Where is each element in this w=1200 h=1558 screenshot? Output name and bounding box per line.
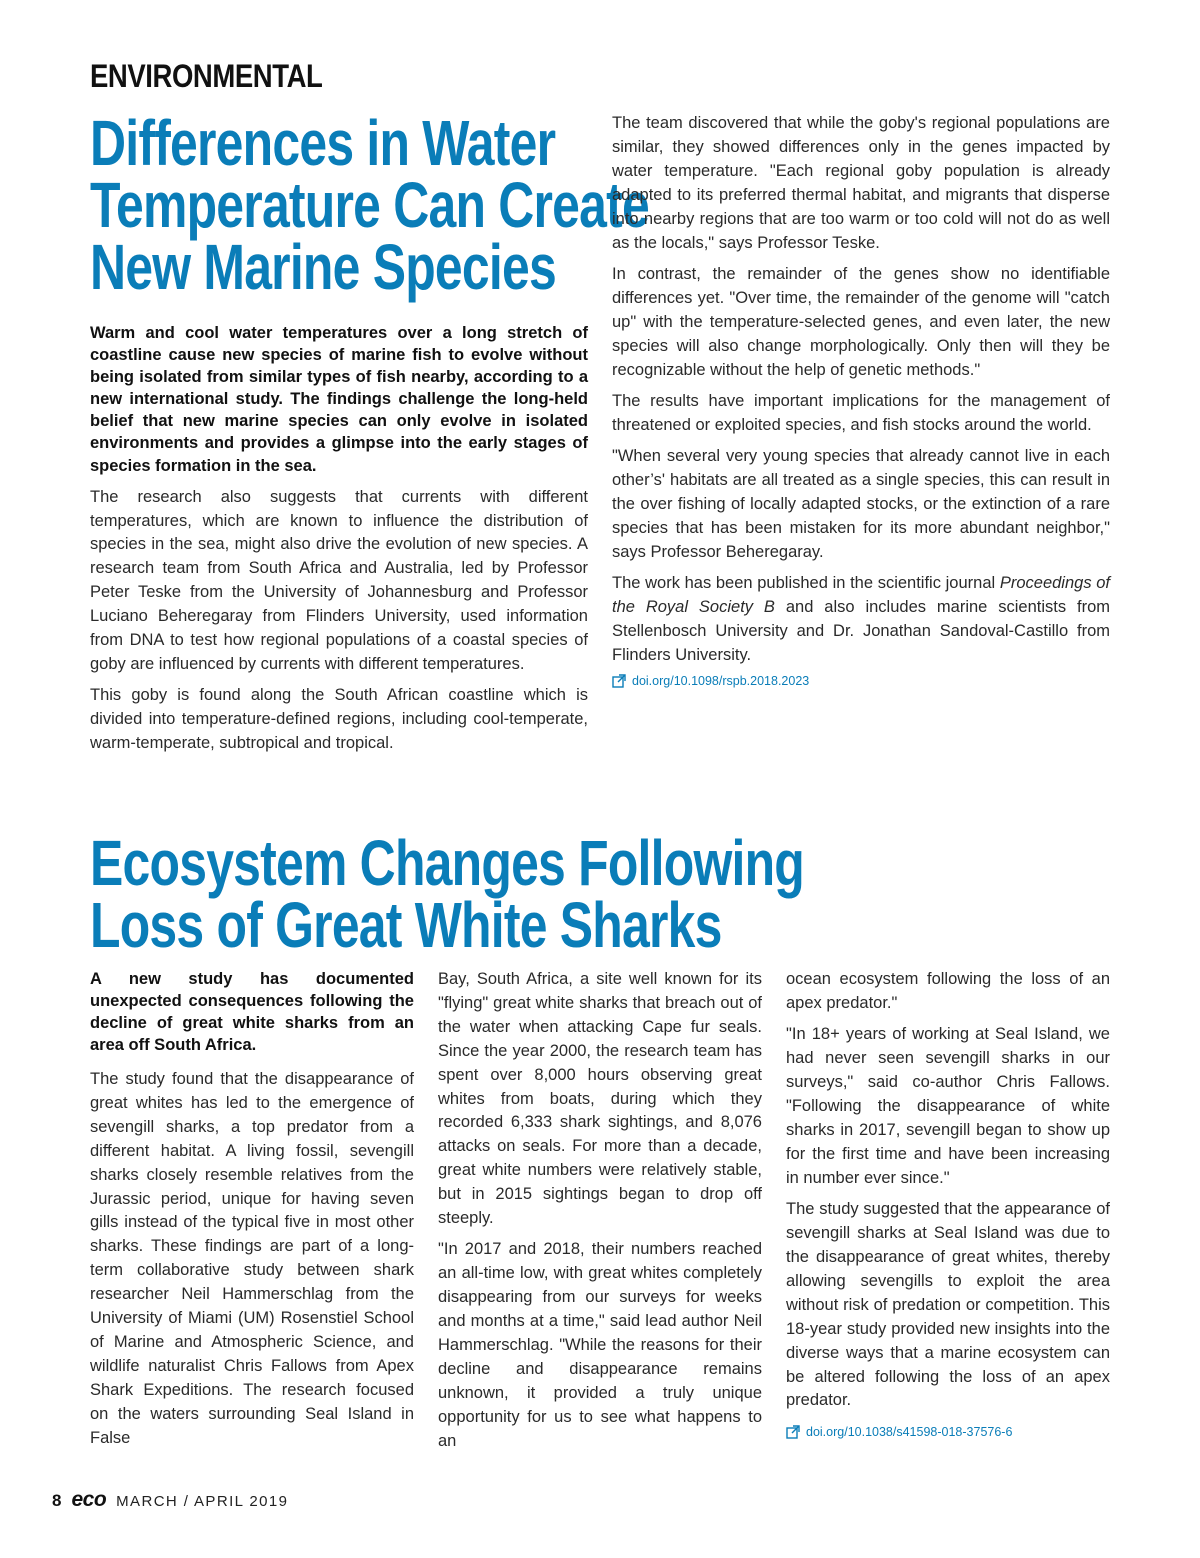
article1-headline-line: New Marine Species bbox=[90, 231, 556, 303]
external-link-icon bbox=[786, 1425, 800, 1439]
article1-paragraph: This goby is found along the South African coastline which is divided into temperature-defined regions, including cool-temperate, warm-temperate, subtropical and tropical. bbox=[90, 686, 588, 753]
article2-paragraph: The study suggested that the appearance of sevengill sharks at Seal Island was due to the disappearance of great whites, thereby allowing sevengills to exploit the area without risk of predation or competition. This 18-year study provided new insights into the diverse ways that a marine ecosystem can be altered following the loss of an apex predator. bbox=[786, 1200, 1110, 1410]
article2-paragraph: ocean ecosystem following the loss of an apex predator." bbox=[786, 970, 1110, 1012]
article2-column-3 bbox=[786, 968, 1110, 1439]
journal-text-before: The work has been published in the scientific journal bbox=[612, 574, 1000, 593]
article2-paragraph: Bay, South Africa, a site well known for its "flying" great white sharks that breach out of the water when attacking Cape fur seals. Since the year 2000, the research team has spent over 8,000 hours observing great whites from boats, during which they recorded 6,333 shark sightings, and 8,076 attacks on seals. For more than a decade, great white numbers were relatively stable, but in 2015 sightings began to drop off steeply. bbox=[438, 970, 762, 1228]
article1-paragraph: The team discovered that while the goby's regional populations are similar, they showed differences only in the genes impacted by water temperature. "Each regional goby population is already adapted to its preferred thermal habitat, and migrants that disperse into nearby regions that are too warm or too cold will not do as well as the locals," says Professor Teske. bbox=[612, 114, 1110, 252]
article2-headline-line: Loss of Great White Sharks bbox=[90, 889, 722, 961]
article1-doi-text: doi.org/10.1098/rspb.2018.2023 bbox=[632, 673, 810, 688]
journal-text-after: and also includes marine scientists from Stellenbosch University and Dr. Jonathan Sandoval-Castillo from Flinders University. bbox=[612, 598, 1110, 665]
article2-column-1 bbox=[90, 968, 414, 1451]
article1-paragraph: "When several very young species that already cannot live in each other’s' habitats are all treated as a single species, this can result in the over fishing of locally adapted stocks, or the extinction of a rare species that has been mistaken for its more abundant neighbor," says Professor Beheregaray. bbox=[612, 447, 1110, 561]
issue-date: MARCH / APRIL 2019 bbox=[116, 1493, 289, 1510]
journal-name: Proceedings of the Royal Society B bbox=[612, 574, 1110, 617]
article2-paragraph: The study found that the disappearance of great whites has led to the emergence of sevengill sharks, a top predator from a different habitat. A living fossil, sevengill sharks closely resemble relatives from the Jurassic period, unique for having seven gills instead of the typical five in most other sharks. These findings are part of a long-term collaborative study between shark researcher Neil Hammerschlag from the University of Miami (UM) Rosenstiel School of Marine and Atmospheric Science, and wildlife naturalist Chris Fallows from Apex Shark Expeditions. The research focused on the waters surrounding Seal Island in False bbox=[90, 1070, 414, 1447]
article2-paragraph: "In 18+ years of working at Seal Island, we had never seen sevengill sharks in our surveys," said co-author Chris Fallows. "Following the disappearance of white sharks in 2017, sevengill began to show up for the first time and have been increasing in number ever since." bbox=[786, 1025, 1110, 1187]
article2-lede: A new study has documented unexpected consequences following the decline of great white sharks from an area off South Africa. bbox=[90, 970, 414, 1054]
magazine-logo: eco bbox=[71, 1488, 107, 1511]
article1-journal-paragraph bbox=[612, 572, 1110, 668]
article2-paragraph: "In 2017 and 2018, their numbers reached an all-time low, with great whites completely disappearing from our surveys for weeks and months at a time," said lead author Neil Hammerschlag. "While the reasons for their decline and disappearance remains unknown, it provided a truly unique opportunity for us to see what happens to an bbox=[438, 1240, 762, 1450]
article1-paragraph: In contrast, the remainder of the genes show no identifiable differences yet. "Over time, the remainder of the genome will "catch up" with the temperature-selected genes, and even later, the new species will also change morphologically. Only then will they be recognizable without the help of genetic methods." bbox=[612, 264, 1110, 379]
article2-column-2 bbox=[438, 968, 762, 1454]
article1-left-column bbox=[90, 322, 588, 756]
external-link-icon bbox=[612, 674, 626, 688]
page-footer bbox=[52, 1488, 288, 1512]
section-label: ENVIRONMENTAL bbox=[90, 58, 323, 94]
page-number: 8 bbox=[52, 1491, 62, 1510]
article1-right-column bbox=[612, 112, 1110, 688]
article1-paragraph: The results have important implications for the management of threatened or exploited species, and fish stocks around the world. bbox=[612, 391, 1110, 434]
article1-doi-link[interactable] bbox=[612, 674, 1110, 688]
article2-doi-link[interactable] bbox=[786, 1425, 1110, 1439]
article1-headline bbox=[90, 107, 649, 303]
article1-headline-line: Differences in Water bbox=[90, 107, 556, 179]
article2-headline bbox=[90, 827, 805, 961]
article1-headline-line: Temperature Can Create bbox=[90, 169, 649, 241]
article1-lede: Warm and cool water temperatures over a long stretch of coastline cause new species of marine fish to evolve without being isolated from similar types of fish nearby, according to a new international study. The findings challenge the long-held belief that new marine species can only evolve in isolated environments and provides a glimpse into the early stages of species formation in the sea. bbox=[90, 324, 588, 475]
article2-headline-line: Ecosystem Changes Following bbox=[90, 827, 805, 899]
article2-doi-text: doi.org/10.1038/s41598-018-37576-6 bbox=[806, 1425, 1013, 1440]
article1-paragraph: The research also suggests that currents with different temperatures, which are known to influence the distribution of species in the sea, might also drive the evolution of new species. A research team from South Africa and Australia, led by Professor Peter Teske from the University of Johannesburg and Professor Luciano Beheregaray from Flinders University, used information from DNA to test how regional populations of a coastal species of goby are influenced by currents with different temperatures. bbox=[90, 487, 588, 673]
